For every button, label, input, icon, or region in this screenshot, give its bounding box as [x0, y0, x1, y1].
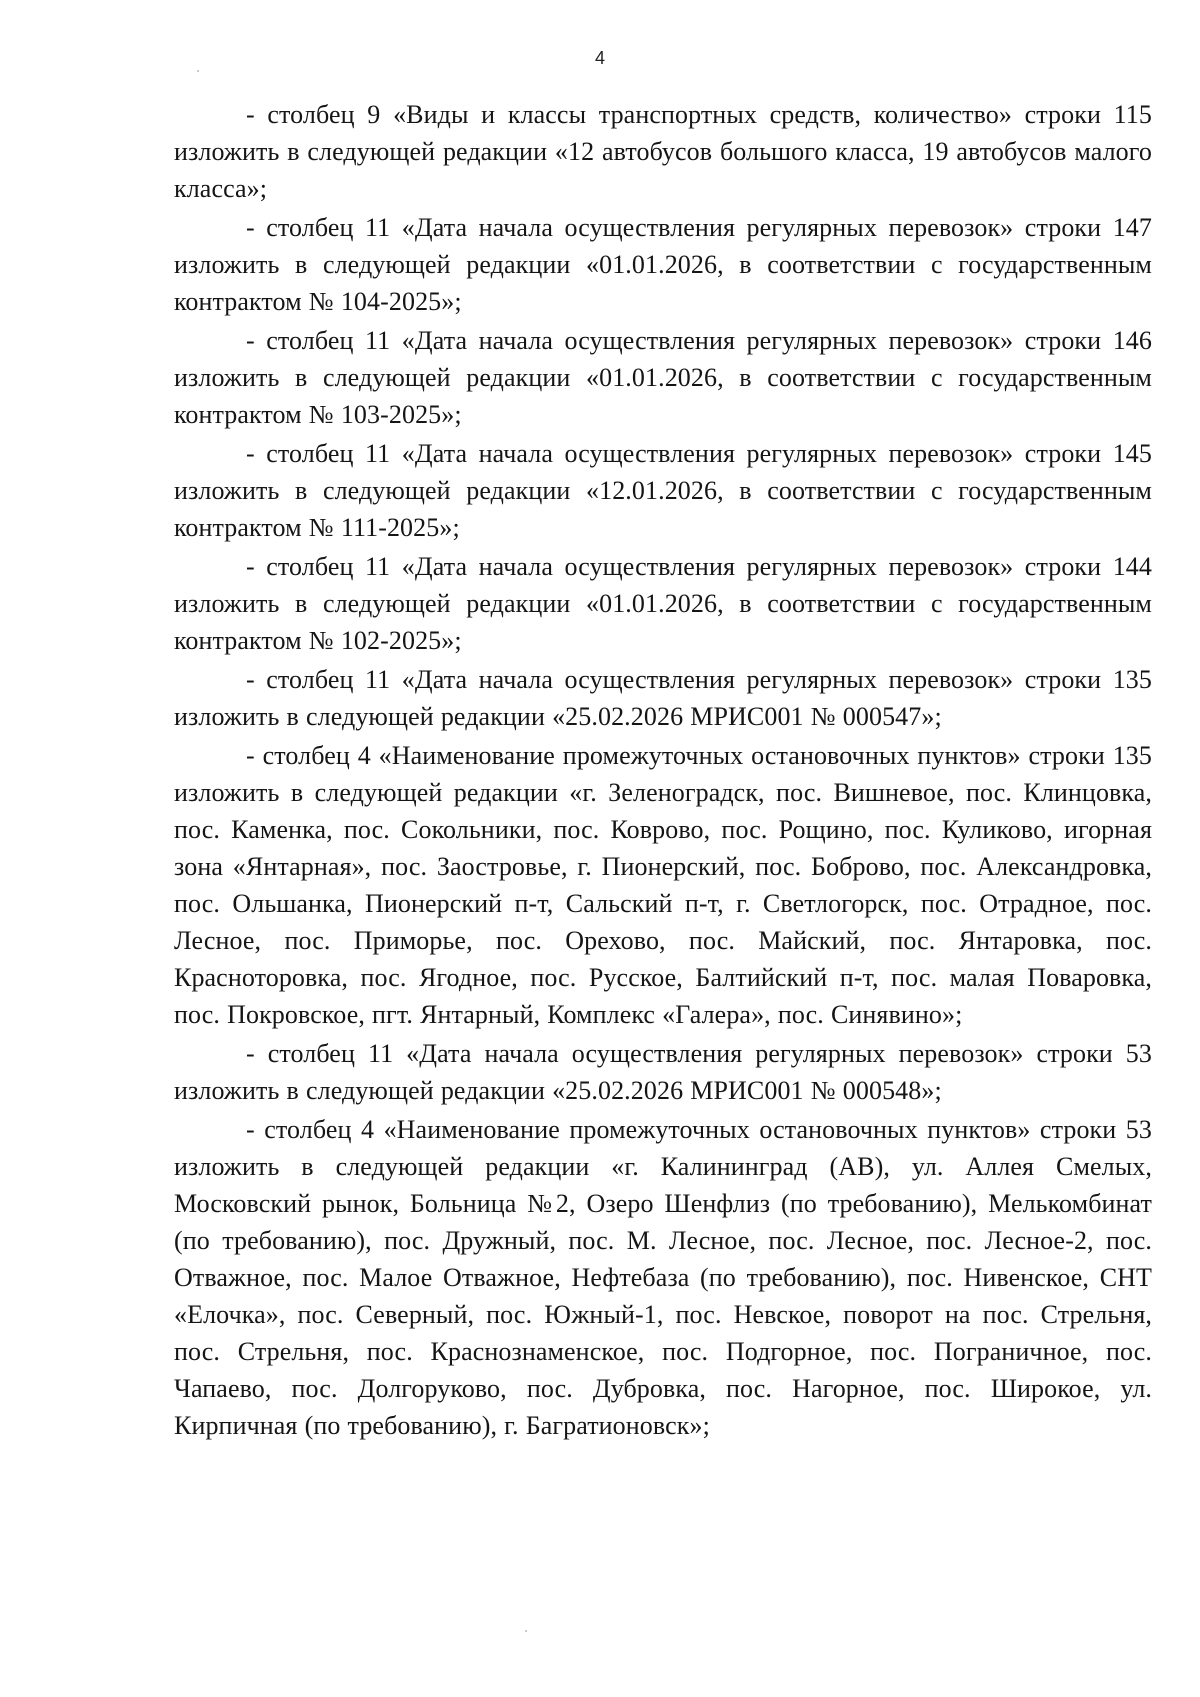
document-body [174, 96, 1152, 1446]
amendment-paragraph-column-11-row-53: - столбец 11 «Дата начала осуществления регулярных перевозок» строки 53 изложить в следующей редакции «25.02.2026 МРИС001 № 000548»; [174, 1039, 1152, 1105]
amendment-paragraph-column-11-row-147: - столбец 11 «Дата начала осуществления регулярных перевозок» строки 147 изложить в следующей редакции «01.01.2026, в соответствии с государственным контрактом № 104-2025»; [174, 213, 1152, 316]
amendment-paragraph-column-11-row-144: - столбец 11 «Дата начала осуществления регулярных перевозок» строки 144 изложить в следующей редакции «01.01.2026, в соответствии с государственным контрактом № 102-2025»; [174, 552, 1152, 655]
amendment-paragraph-column-11-row-145: - столбец 11 «Дата начала осуществления регулярных перевозок» строки 145 изложить в следующей редакции «12.01.2026, в соответствии с государственным контрактом № 111-2025»; [174, 439, 1152, 542]
amendment-paragraph-column-11-row-135: - столбец 11 «Дата начала осуществления регулярных перевозок» строки 135 изложить в следующей редакции «25.02.2026 МРИС001 № 000547»; [174, 665, 1152, 731]
amendment-paragraph-column-9-row-115: - столбец 9 «Виды и классы транспортных средств, количество» строки 115 изложить в следующей редакции «12 автобусов большого класса, 19 автобусов малого класса»; [174, 100, 1152, 203]
scan-speck [525, 1630, 527, 1632]
amendment-paragraph-column-11-row-146: - столбец 11 «Дата начала осуществления регулярных перевозок» строки 146 изложить в следующей редакции «01.01.2026, в соответствии с государственным контрактом № 103-2025»; [174, 326, 1152, 429]
scan-speck [197, 70, 199, 72]
page-number: 4 [594, 48, 605, 68]
amendment-paragraph-column-4-row-53: - столбец 4 «Наименование промежуточных остановочных пунктов» строки 53 изложить в следующей редакции «г. Калининград (АВ), ул. Аллея Смелых, Московский рынок, Больница №2, Озеро Шенфлиз (по требованию), Мелькомбинат (по требованию), пос. Дружный, пос. М. Лесное, пос. Лесное, пос. Лесное-2, пос. Отважное, пос. Малое Отважное, Нефтебаза (по требованию), пос. Нивенское, СНТ «Елочка», пос. Северный, пос. Южный-1, пос. Невское, поворот на пос. Стрельня, пос. Стрельня, пос. Краснознаменское, пос. Подгорное, пос. Пограничное, пос. Чапаево, пос. Долгоруково, пос. Дубровка, пос. Нагорное, пос. Широкое, ул. Кирпичная (по требованию), г. Багратионовск»; [174, 1115, 1152, 1440]
amendment-paragraph-column-4-row-135: - столбец 4 «Наименование промежуточных остановочных пунктов» строки 135 изложить в следующей редакции «г. Зеленоградск, пос. Вишневое, пос. Клинцовка, пос. Каменка, пос. Сокольники, пос. Коврово, пос. Рощино, пос. Куликово, игорная зона «Янтарная», пос. Заостровье, г. Пионерский, пос. Боброво, пос. Александровка, пос. Ольшанка, Пионерский п-т, Сальский п-т, г. Светлогорск, пос. Отрадное, пос. Лесное, пос. Приморье, пос. Орехово, пос. Майский, пос. Янтаровка, пос. Красноторовка, пос. Ягодное, пос. Русское, Балтийский п-т, пос. малая Поваровка, пос. Покровское, пгт. Янтарный, Комплекс «Галера», пос. Синявино»; [174, 741, 1152, 1029]
